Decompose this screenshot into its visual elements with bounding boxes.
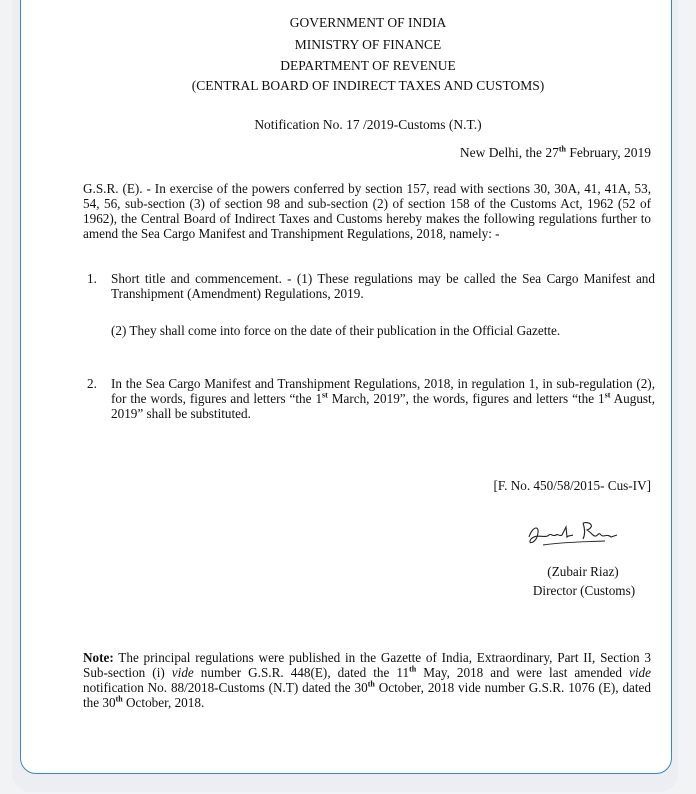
item-text: Short title and commencement. - (1) These regulations may be called the Sea Cargo Manifest and Transhipment (Amendment) Regulations, 2019.: [111, 271, 655, 301]
note-label: Note:: [83, 650, 114, 665]
item-subclause: (2) They shall come into force on the date of their publication in the Official Gazette.: [111, 323, 561, 338]
signatory-name: (Zubair Riaz): [547, 564, 619, 579]
item-text: In the Sea Cargo Manifest and Transhipment Regulations, 2018, in regulation 1, in sub-regulation (2), for the words, figures and letters “the 1st March, 2019”, the words, figures and letters “the 1st August, 2019” shall be substituted.: [111, 376, 655, 421]
preamble-paragraph: G.S.R. (E). - In exercise of the powers conferred by section 157, read with sections 30, 30A, 41, 41A, 53, 54, 56, sub-section (3) of section 98 and sub-section (2) of section 158 of the Customs Act, 1962 (52 of 1962), the Central Board of Indirect Taxes and Customs hereby makes the following regulations further to amend the Sea Cargo Manifest and Transhipment Regulations, 2018, namely: -: [83, 181, 651, 241]
header-department: DEPARTMENT OF REVENUE: [280, 58, 456, 73]
signature: [523, 515, 623, 555]
header-ministry: MINISTRY OF FINANCE: [294, 37, 442, 52]
list-item: [87, 271, 655, 301]
item-number: 2.: [87, 376, 97, 391]
footnote: Note: The principal regulations were published in the Gazette of India, Extraordinary, Part II, Section 3 Sub-section (i) vide number G.S.R. 448(E), dated the 11th May, 2018 and were last amended vide notification No. 88/2018-Customs (N.T) dated the 30th October, 2018 vide number G.S.R. 1076 (E), dated the 30th October, 2018.: [83, 650, 651, 710]
issue-date: New Delhi, the 27th February, 2019: [459, 144, 651, 160]
notification-number: Notification No. 17 /2019-Customs (N.T.): [254, 117, 482, 132]
item-number: 1.: [87, 271, 97, 286]
header-government: GOVERNMENT OF INDIA: [289, 15, 447, 30]
list-item: [87, 376, 655, 421]
document-page: [20, 0, 672, 774]
signatory-designation: Director (Customs): [532, 583, 636, 598]
header-board: (CENTRAL BOARD OF INDIRECT TAXES AND CUSTOMS): [191, 78, 545, 93]
signature-image: [523, 515, 623, 555]
file-number: [F. No. 450/58/2015- Cus-IV]: [493, 478, 651, 493]
